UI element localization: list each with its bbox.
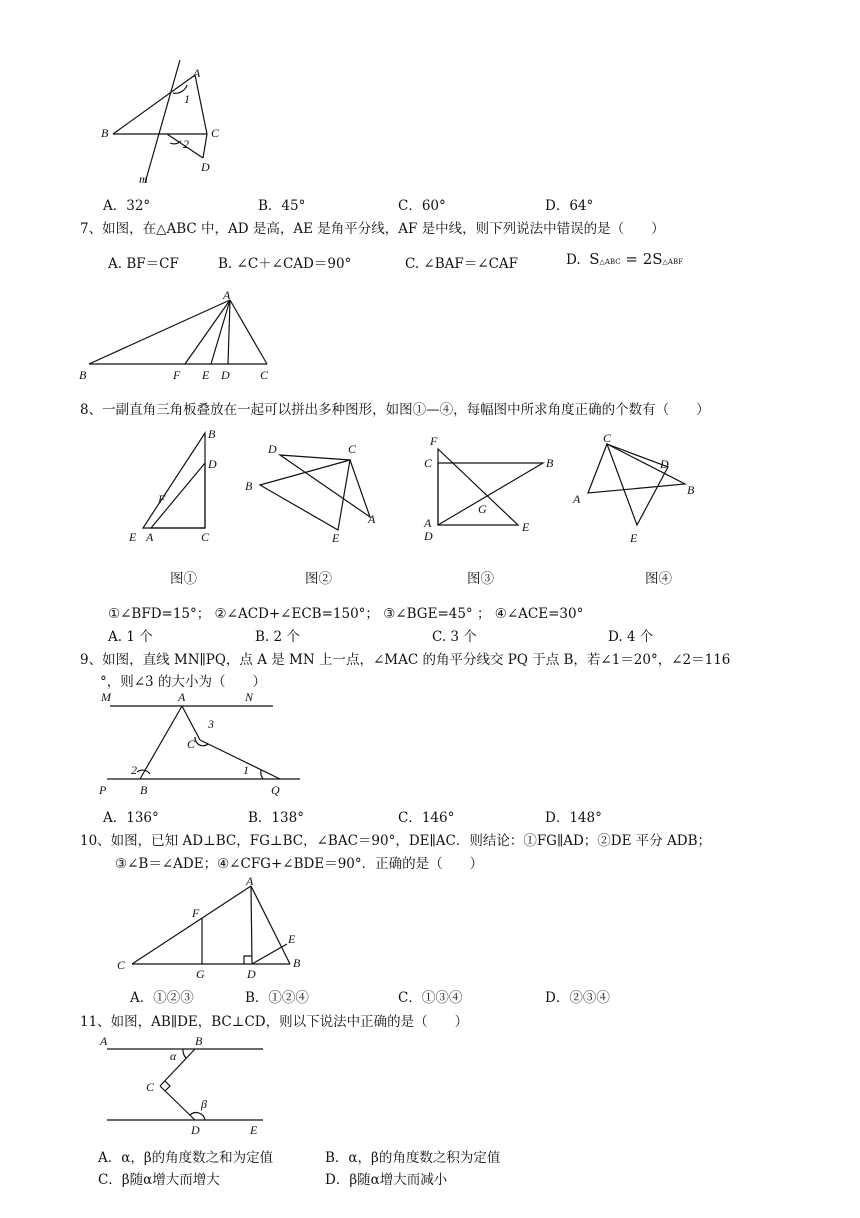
label-C: C [187, 737, 196, 751]
label-G: G [478, 502, 487, 516]
q9-stem-line2: °，则∠3 的大小为（ ） [100, 674, 266, 690]
q9-option-c: C．146° [398, 810, 455, 826]
q8-figure-4 [570, 430, 705, 550]
label-E: E [522, 520, 530, 534]
q9-option-b: B．138° [248, 810, 304, 826]
label-E: E [250, 1123, 258, 1137]
q10-stem-line1: 10、如图，已知 AD⊥BC，FG⊥BC，∠BAC＝90°，DE∥AC．则结论：①FG∥AD；②DE 平分 ADB； [80, 833, 712, 849]
label-D: D [208, 457, 217, 471]
q11-stem: 11、如图，AB∥DE，BC⊥CD，则以下说法中正确的是（ ） [80, 1014, 469, 1030]
q9-option-d: D．148° [545, 810, 602, 826]
label-B: B [140, 783, 148, 797]
label-A: A [246, 874, 254, 888]
label-C: C [260, 368, 269, 382]
q8-stem: 8、一副直角三角板叠放在一起可以拼出多种图形，如图①—④，每幅图中所求角度正确的个数有（ ） [80, 402, 710, 418]
q7-figure [75, 286, 285, 384]
q8-figure-1 [125, 425, 225, 545]
label-A: A [193, 66, 201, 80]
q10-option-a: A．①②③ [130, 990, 194, 1006]
q8-caption-4: 图④ [645, 571, 672, 587]
q8-option-c: C. 3 个 [432, 629, 477, 645]
formula-s-abc: S [589, 250, 600, 268]
q11-option-b: B．α，β的角度数之积为定值 [325, 1150, 501, 1166]
label-E: E [129, 530, 137, 544]
label-E: E [288, 932, 296, 946]
label-Q: Q [271, 783, 280, 797]
label-D: D [221, 368, 230, 382]
q6-option-b: B．45° [258, 198, 306, 214]
label-2: 2 [183, 137, 189, 151]
label-D: D [660, 457, 669, 471]
q8-statements: ①∠BFD=15°； ②∠ACD+∠ECB=150°； ③∠BGE=45° ； ④∠ACE=30° [108, 606, 584, 622]
label-D: D [268, 442, 277, 456]
label-m: m [139, 172, 148, 186]
label-3: 3 [208, 717, 214, 731]
q11-figure [95, 1030, 280, 1142]
q11-option-d: D．β随α增大而减小 [325, 1172, 448, 1188]
label-F: F [430, 434, 438, 448]
label-D: D [201, 160, 210, 174]
line-m [145, 60, 180, 183]
q6-figure [95, 55, 235, 190]
label-A: A [368, 512, 376, 526]
label-E: E [630, 531, 638, 545]
label-A: A [424, 516, 432, 530]
label-F: F [173, 368, 181, 382]
label-P: P [99, 783, 107, 797]
label-C: C [146, 1080, 155, 1094]
q6-option-a: A．32° [103, 198, 151, 214]
label-B: B [293, 956, 301, 970]
label-A: A [223, 288, 231, 302]
label-G: G [196, 967, 205, 981]
q8-figure-3 [418, 433, 568, 548]
label-C: C [424, 456, 433, 470]
label-N: N [245, 690, 254, 704]
label-C: C [117, 958, 126, 972]
label-D: D [424, 529, 433, 543]
label-C: C [211, 126, 220, 140]
label-D: D [247, 967, 256, 981]
label-1: 1 [243, 763, 249, 777]
q8-option-d: D. 4 个 [608, 629, 654, 645]
label-E: E [332, 531, 340, 545]
q6-option-c: C．60° [398, 198, 446, 214]
label-A: A [100, 1034, 108, 1048]
q7-stem: 7、如图，在△ABC 中，AD 是高，AE 是角平分线，AF 是中线，则下列说法中错误的是（ ） [80, 221, 665, 237]
q8-caption-3: 图③ [467, 571, 494, 587]
q10-option-d: D．②③④ [545, 990, 610, 1006]
label-A: A [573, 492, 581, 506]
q9-figure [95, 686, 305, 798]
label-A: A [178, 690, 186, 704]
label-alpha: α [170, 1049, 177, 1063]
label-B: B [79, 368, 87, 382]
q8-caption-2: 图② [305, 571, 332, 587]
q6-option-d: D．64° [545, 198, 594, 214]
label-B: B [195, 1034, 203, 1048]
q10-stem-line2: ③∠B＝∠ADE；④∠CFG+∠BDE＝90°．正确的是（ ） [115, 856, 484, 872]
q8-option-a: A. 1 个 [108, 629, 153, 645]
q9-option-a: A．136° [103, 810, 159, 826]
label-F: F [192, 906, 200, 920]
q11-option-a: A．α，β的角度数之和为定值 [98, 1150, 274, 1166]
q7-option-d: D. S△ABC = 2S△ABF [566, 250, 683, 268]
q7-option-c: C. ∠BAF＝∠CAF [405, 256, 519, 272]
label-2: 2 [131, 763, 137, 777]
label-B: B [687, 483, 695, 497]
q8-option-b: B. 2 个 [255, 629, 300, 645]
label-A: A [146, 530, 154, 544]
label-B: B [101, 126, 109, 140]
q10-option-b: B．①②④ [245, 990, 309, 1006]
q11-option-c: C．β随α增大而增大 [98, 1172, 220, 1188]
label-B: B [546, 456, 554, 470]
label-C: C [348, 442, 357, 456]
q8-figure-2 [240, 440, 380, 550]
q7-option-a: A. BF＝CF [108, 256, 179, 272]
q10-figure [112, 872, 312, 982]
label-F: F [158, 492, 166, 506]
label-beta: β [201, 1097, 207, 1111]
q9-stem-line1: 9、如图，直线 MN∥PQ，点 A 是 MN 上一点，∠MAC 的角平分线交 PQ 于点 B，若∠1＝20°，∠2＝116 [80, 652, 731, 668]
q10-option-c: C．①③④ [398, 990, 463, 1006]
label-E: E [202, 368, 210, 382]
q8-caption-1: 图① [170, 571, 197, 587]
label-C: C [603, 431, 612, 445]
label-1: 1 [184, 92, 190, 106]
q7-option-b: B. ∠C＋∠CAD＝90° [218, 256, 352, 272]
label-D: D [191, 1123, 200, 1137]
label-C: C [201, 530, 210, 544]
label-B: B [245, 479, 253, 493]
label-B: B [208, 427, 216, 441]
label-M: M [101, 690, 111, 704]
